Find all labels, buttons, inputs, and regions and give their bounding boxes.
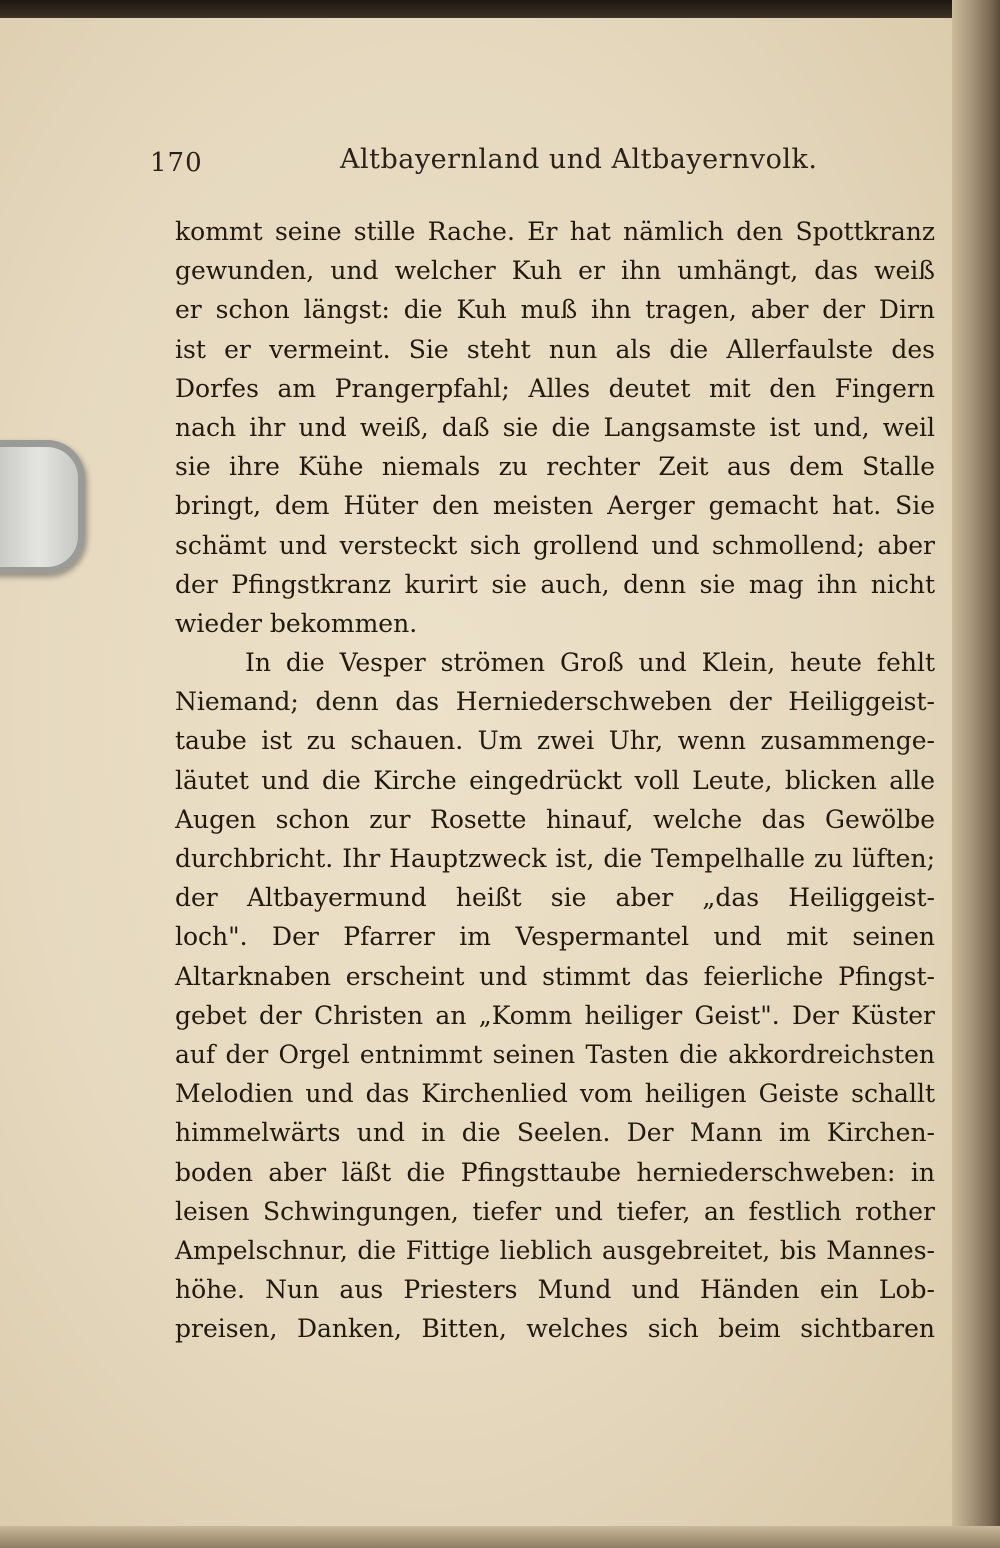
book-bottom-edge	[0, 1526, 1000, 1548]
page-header	[0, 140, 955, 180]
text-line: ist er vermeint. Sie steht nun als die Allerfaulste des	[175, 334, 935, 364]
text-line: preisen, Danken, Bitten, welches sich beim sichtbaren	[175, 1314, 935, 1344]
text-line: taube ist zu schauen. Um zwei Uhr, wenn zusammenge-	[175, 726, 935, 756]
text-line: schämt und versteckt sich grollend und schmollend; aber	[175, 530, 935, 560]
text-line: boden aber läßt die Pfingsttaube herniederschweben: in	[175, 1157, 935, 1187]
text-line: leisen Schwingungen, tiefer und tiefer, an festlich rother	[175, 1196, 935, 1226]
text-line: er schon längst: die Kuh muß ihn tragen, aber der Dirn	[175, 295, 935, 325]
text-line: In die Vesper strömen Groß und Klein, heute fehlt	[245, 648, 935, 678]
text-line: Altarknaben erscheint und stimmt das feierliche Pfingst-	[175, 961, 935, 991]
text-line: der Pfingstkranz kurirt sie auch, denn sie mag ihn nicht	[175, 569, 935, 599]
text-line: bringt, dem Hüter den meisten Aerger gemacht hat. Sie	[175, 491, 935, 521]
text-line: wieder bekommen.	[175, 608, 418, 638]
text-line: Melodien und das Kirchenlied vom heiligen Geiste schallt	[175, 1079, 935, 1109]
text-line: loch". Der Pfarrer im Vespermantel und mit seinen	[175, 922, 935, 952]
body-text	[175, 212, 935, 1348]
running-title: Altbayernland und Altbayernvolk.	[340, 144, 818, 175]
text-line: Augen schon zur Rosette hinauf, welche das Gewölbe	[175, 804, 935, 834]
text-line: läutet und die Kirche eingedrückt voll Leute, blicken alle	[175, 765, 935, 795]
text-line: Ampelschnur, die Fittige lieblich ausgebreitet, bis Mannes-	[175, 1235, 935, 1265]
text-line: durchbricht. Ihr Hauptzweck ist, die Tempelhalle zu lüften;	[175, 844, 935, 873]
text-line: auf der Orgel entnimmt seinen Tasten die akkordreichsten	[175, 1039, 935, 1069]
text-line: Niemand; denn das Herniederschweben der Heiliggeist-	[175, 687, 935, 717]
text-line: der Altbayermund heißt sie aber „das Heiliggeist-	[175, 883, 935, 913]
page-number: 170	[150, 148, 203, 178]
facing-page-edge	[952, 0, 1000, 1548]
text-line: Dorfes am Prangerpfahl; Alles deutet mit den Fingern	[175, 373, 935, 403]
text-line: nach ihr und weiß, daß sie die Langsamste ist und, weil	[175, 412, 935, 442]
text-line: höhe. Nun aus Priesters Mund und Händen ein Lob-	[175, 1275, 935, 1305]
text-line: gewunden, und welcher Kuh er ihn umhängt, das weiß	[175, 256, 935, 286]
text-line: himmelwärts und in die Seelen. Der Mann im Kirchen-	[175, 1118, 935, 1148]
text-line: sie ihre Kühe niemals zu rechter Zeit aus dem Stalle	[175, 452, 935, 482]
text-line: gebet der Christen an „Komm heiliger Geist". Der Küster	[175, 1000, 935, 1030]
text-line: kommt seine stille Rache. Er hat nämlich den Spottkranz	[175, 217, 935, 246]
page-clip	[0, 440, 85, 574]
